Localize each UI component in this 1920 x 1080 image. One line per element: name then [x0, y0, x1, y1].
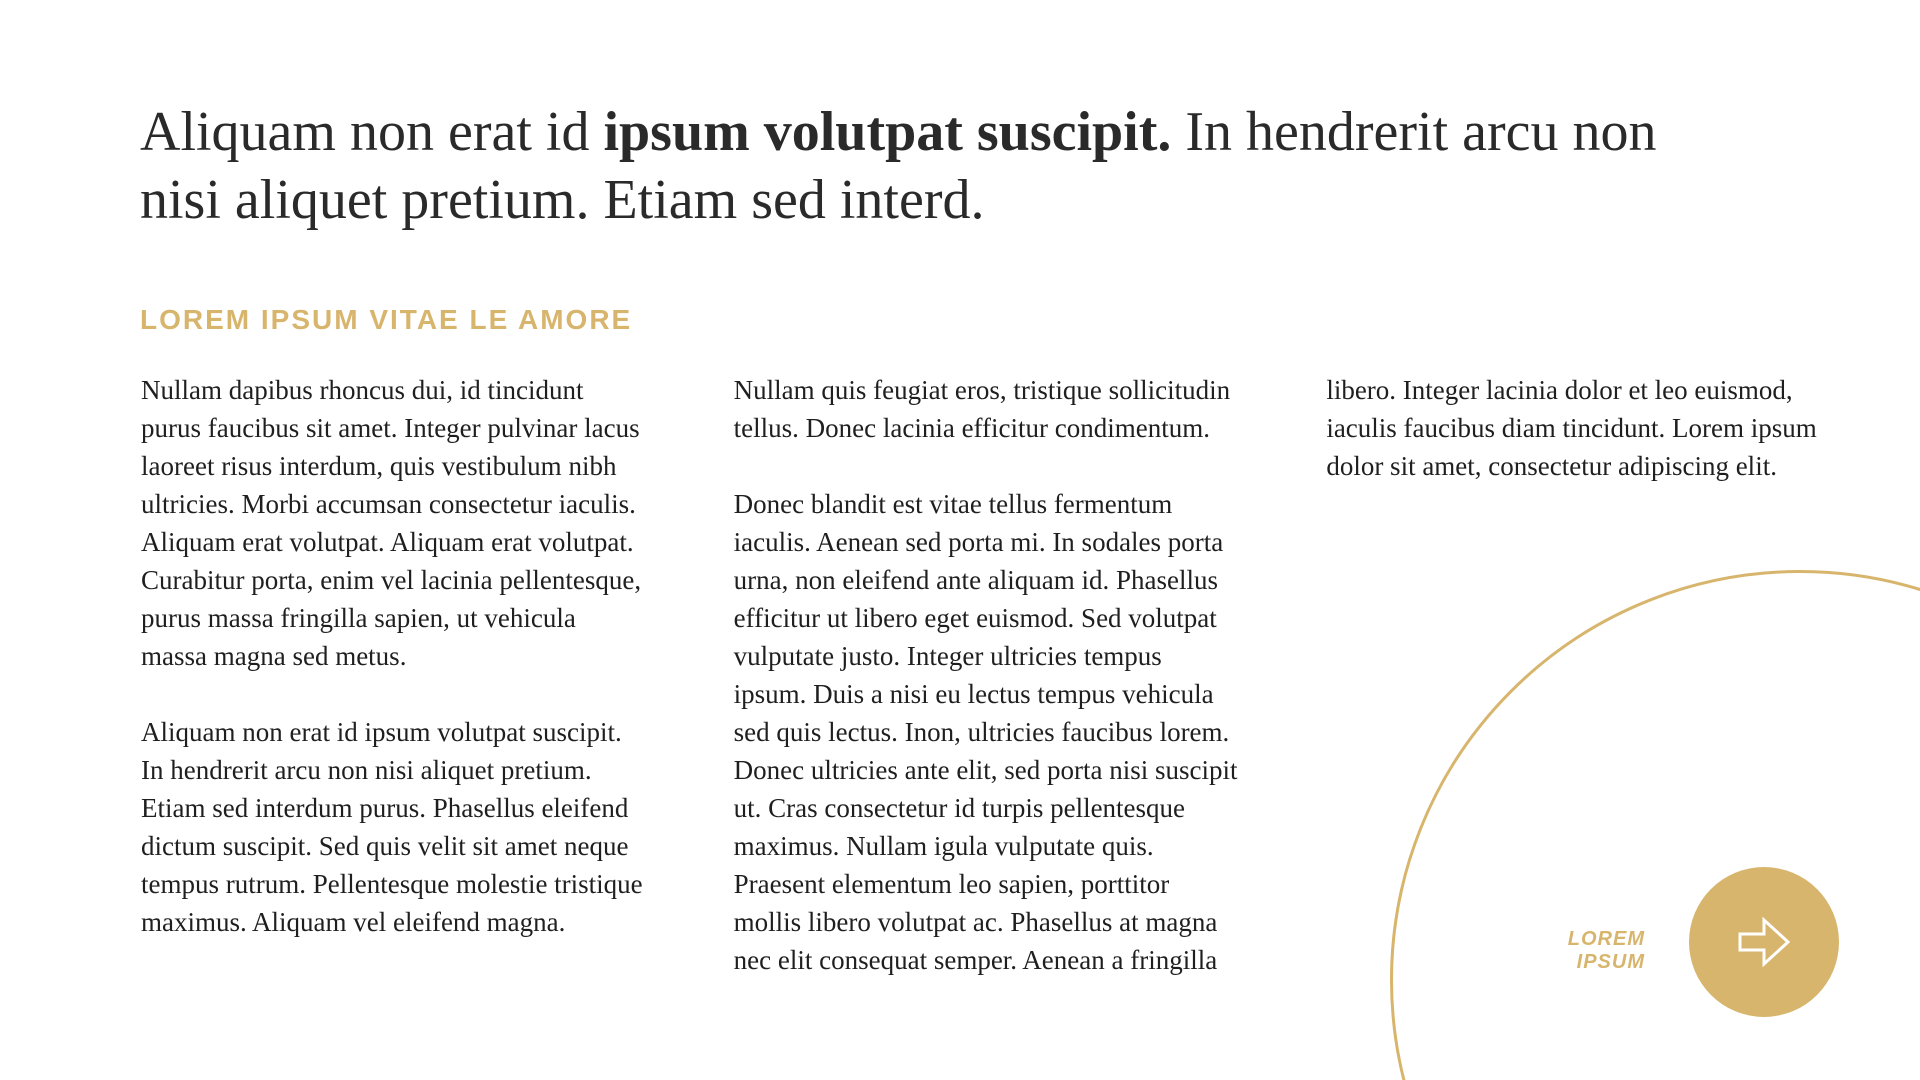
- body-paragraph-1: Nullam dapibus rhoncus dui, id tincidunt purus faucibus sit amet. Integer pulvinar lacus laoreet risus interdum, quis vestibulum nibh ultricies. Morbi accumsan consectetur iaculis. Aliquam erat volutpat. Aliquam erat volutpat. Curabitur porta, enim vel lacinia pellentesque, purus massa fringilla sapien, ut vehicula massa magna sed metus.: [141, 375, 642, 671]
- headline-bold-part: ipsum volutpat suscipit.: [603, 101, 1172, 163]
- headline-part-1: Aliquam non erat id: [140, 101, 604, 163]
- headline-part-2: In hendrerit arcu non nisi aliquet pretium. Etiam sed interd.: [140, 101, 1657, 231]
- section-subheading: LOREM IPSUM VITAE LE AMORE: [140, 304, 633, 335]
- body-paragraph-2: Aliquam non erat id ipsum volutpat suscipit. In hendrerit arcu non nisi aliquet pretium. Etiam sed interdum purus. Phasellus eleifend dictum suscipit. Sed quis velit sit amet neque tempus rutrum. Pellentesque molestie tristique maximus. Aliquam vel eleifend magna. Nullam quis feugiat eros, tristique sollicitudin tellus. Donec lacinia efficitur condimentum.: [141, 375, 1231, 937]
- headline: [140, 98, 1740, 234]
- body-paragraph-3: Donec blandit est vitae tellus fermentum iaculis. Aenean sed porta mi. In sodales porta urna, non eleifend ante aliquam id. Phasellus efficitur ut libero eget euismod. Sed volutpat vulputate justo. Integer ultricies tempus ipsum. Duis a nisi eu lectus tempus vehicula sed quis lectus. Inon, ultricies faucibus lorem. Donec ultricies ante elit, sed porta nisi suscipit ut. Cras consectetur id turpis pellentesque maximus. Nullam igula vulputate quis. Praesent elementum leo sapien, porttitor mollis libero volutpat ac. Phasellus at magna nec elit consequat semper. Aenean a fringilla libero. Integer lacinia dolor et leo euismod, iaculis faucibus diam tincidunt. Lorem ipsum dolor sit amet, consectetur adipiscing elit.: [733, 375, 1817, 975]
- arrow-right-outline-icon: [1736, 914, 1792, 970]
- body-text-columns: [141, 371, 1831, 991]
- next-arrow-button[interactable]: [1689, 867, 1839, 1017]
- cta-label[interactable]: LOREM IPSUM: [1567, 928, 1645, 973]
